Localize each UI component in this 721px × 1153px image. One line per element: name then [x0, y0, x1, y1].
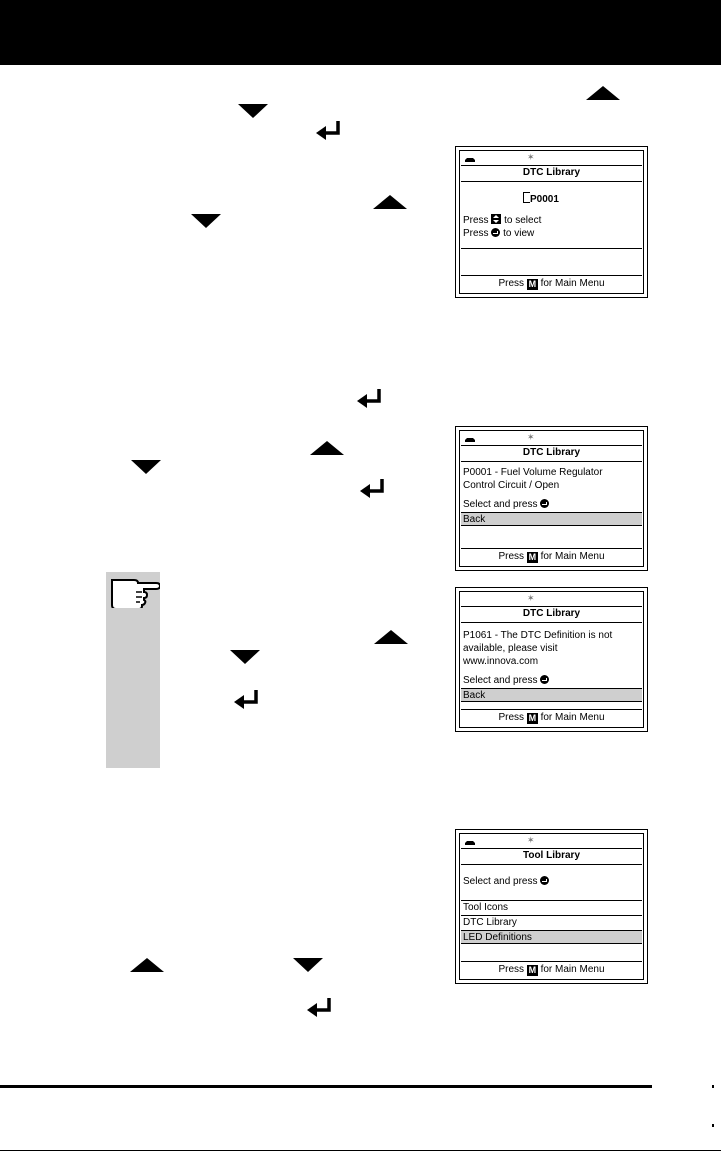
- margin-tick: [712, 1124, 714, 1127]
- instruction-view: [463, 227, 534, 240]
- arrow-down-icon: [238, 104, 268, 118]
- status-row: [461, 593, 642, 607]
- instruction-text: to view: [503, 228, 535, 239]
- status-row: [461, 835, 642, 849]
- bluetooth-icon: ✶: [527, 432, 535, 442]
- screen-footer: [461, 961, 642, 977]
- footer-text: for Main Menu: [540, 964, 605, 975]
- enter-icon: [307, 998, 333, 1018]
- screen-title: Tool Library: [461, 850, 642, 865]
- bluetooth-icon: ✶: [527, 593, 535, 603]
- enter-icon: [360, 479, 386, 499]
- definition-line: P1061 - The DTC Definition is not: [463, 630, 613, 641]
- car-icon: [464, 838, 476, 849]
- instruction-text: Press: [463, 228, 489, 239]
- bluetooth-icon: ✶: [527, 835, 535, 845]
- margin-tick: [712, 1085, 714, 1088]
- device-screen-dtc-definition: [455, 426, 648, 571]
- car-icon: [464, 435, 476, 446]
- arrow-up-icon: [374, 630, 408, 644]
- select-text: Select and press: [463, 499, 538, 510]
- menu-item-back[interactable]: Back: [461, 512, 642, 526]
- definition-line: P0001 - Fuel Volume Regulator: [463, 467, 603, 478]
- car-icon: [464, 155, 476, 166]
- screen-footer: [461, 548, 642, 564]
- menu-item-led-definitions[interactable]: LED Definitions: [461, 930, 642, 944]
- enter-button-icon: [540, 876, 549, 885]
- arrow-up-icon: [130, 958, 164, 972]
- arrow-up-icon: [586, 86, 620, 100]
- up-down-button-icon: [491, 214, 501, 224]
- arrow-up-icon: [310, 441, 344, 455]
- select-text: Select and press: [463, 675, 538, 686]
- enter-icon: [357, 389, 383, 409]
- footer-text: Press: [498, 551, 525, 562]
- menu-key-icon: M: [528, 279, 537, 289]
- dtc-code-text: P0001: [530, 194, 559, 205]
- instruction-text: Press: [463, 215, 489, 226]
- arrow-down-icon: [191, 214, 221, 228]
- footer-text: for Main Menu: [540, 712, 605, 723]
- header-bar: [0, 0, 721, 65]
- arrow-down-icon: [230, 650, 260, 664]
- footer-text: for Main Menu: [540, 278, 605, 289]
- instruction-text: to select: [504, 215, 542, 226]
- definition-line: available, please visit: [463, 643, 558, 654]
- screen-title: DTC Library: [461, 447, 642, 462]
- device-screen-tool-library: [455, 829, 648, 984]
- screen-footer: [461, 709, 642, 725]
- arrow-down-icon: [293, 958, 323, 972]
- device-screen-dtc-lookup: [455, 146, 648, 298]
- menu-item-tool-icons[interactable]: Tool Icons: [461, 900, 642, 914]
- enter-button-icon: [491, 228, 500, 237]
- screen-footer: [461, 275, 642, 291]
- enter-icon: [316, 121, 342, 141]
- status-row: [461, 432, 642, 446]
- bluetooth-icon: ✶: [527, 152, 535, 162]
- footer-text: Press: [498, 278, 525, 289]
- divider: [461, 248, 642, 249]
- select-prompt: [463, 498, 549, 511]
- enter-button-icon: [540, 675, 549, 684]
- footer-text: Press: [498, 964, 525, 975]
- screen-title: DTC Library: [461, 608, 642, 623]
- menu-key-icon: M: [528, 552, 537, 562]
- code-cursor-icon: [523, 192, 530, 203]
- select-prompt: [463, 875, 549, 888]
- device-screen-dtc-not-available: [455, 587, 648, 732]
- footer-text: Press: [498, 712, 525, 723]
- menu-item-dtc-library[interactable]: DTC Library: [461, 915, 642, 929]
- dtc-code-entry: [523, 192, 559, 206]
- definition-line: www.innova.com: [463, 656, 539, 667]
- arrow-up-icon: [373, 195, 407, 209]
- instruction-select: [463, 214, 541, 227]
- select-text: Select and press: [463, 876, 538, 887]
- footer-rule: [0, 1085, 652, 1088]
- page-bottom-line: [0, 1150, 721, 1151]
- footer-text: for Main Menu: [540, 551, 605, 562]
- arrow-down-icon: [131, 460, 161, 474]
- status-row: [461, 152, 642, 166]
- select-prompt: [463, 674, 549, 687]
- enter-icon: [234, 690, 260, 710]
- enter-button-icon: [540, 499, 549, 508]
- menu-key-icon: M: [528, 965, 537, 975]
- screen-title: DTC Library: [461, 167, 642, 182]
- menu-key-icon: M: [528, 713, 537, 723]
- menu-item-back[interactable]: Back: [461, 688, 642, 702]
- pointing-hand-icon: [106, 572, 160, 608]
- definition-line: Control Circuit / Open: [463, 480, 560, 491]
